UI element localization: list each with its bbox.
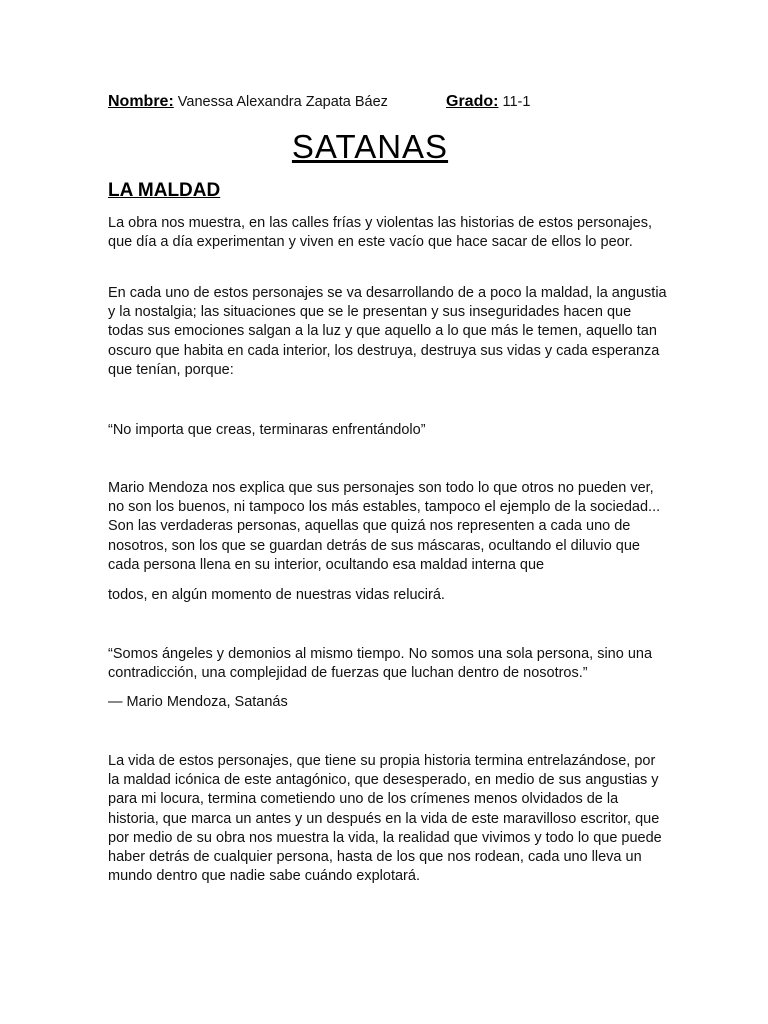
paragraph-conclusion: La vida de estos personajes, que tiene su propia historia termina entrelazándose, por la maldad icónica de este antagónico, que desesperado, en medio de sus angustias y para mi locura, termina cometiendo uno de los crímenes menos olvidados de la historia, que marca un antes y un después en la vida de este maravilloso escritor, que por medio de su obra nos muestra la vida, la realidad que vivimos y todo lo que puede haber detrás de cualquier persona, hasta de los que nos rodean, cada uno lleva un mundo dentro que nadie sabe cuándo explotará. <box>108 753 662 885</box>
document-page <box>108 0 668 1024</box>
paragraph-mendoza: Mario Mendoza nos explica que sus personajes son todo lo que otros no pueden ver, no son los buenos, ni tampoco los más estables, tampoco el ejemplo de la sociedad... Son las verdaderas personas, aquellas que quizá nos representen a cada uno de nosotros, son los que se guardan detrás de sus máscaras, ocultando el diluvio que cada persona llena en su interior, ocultando esa maldad interna que <box>108 480 661 573</box>
quote-first: “No importa que creas, terminaras enfrentándolo” <box>108 422 426 438</box>
quote-second: “Somos ángeles y demonios al mismo tiempo. No somos una sola persona, sino una contradicción, una complejidad de fuerzas que luchan dentro de nosotros.” <box>108 646 653 682</box>
grado-value: 11-1 <box>498 94 531 110</box>
paragraph-intro: La obra nos muestra, en las calles frías y violentas las historias de estos personajes, que día a día experimentan y viven en este vacío que hace sacar de ellos lo peor. <box>108 215 653 251</box>
grado-label: Grado: <box>446 93 499 110</box>
paragraph-development: En cada uno de estos personajes se va desarrollando de a poco la maldad, la angustia y la nostalgia; las situaciones que se le presentan y sus inseguridades hacen que todas sus emociones salgan a la luz y que aquello a lo que más le temen, aquello tan oscuro que habita en cada interior, los destruya, destruya sus vidas y cada esperanza que tenían, porque: <box>108 285 667 378</box>
document-title: SATANAS <box>291 128 449 165</box>
grado-group <box>446 92 530 112</box>
nombre-value: Vanessa Alexandra Zapata Báez <box>173 94 388 110</box>
section-heading: LA MALDAD <box>108 180 221 201</box>
quote-attribution: ― Mario Mendoza, Satanás <box>108 694 288 710</box>
paragraph-mendoza-continued: todos, en algún momento de nuestras vidas relucirá. <box>108 587 445 603</box>
student-info <box>108 92 668 112</box>
nombre-label: Nombre: <box>108 93 174 110</box>
